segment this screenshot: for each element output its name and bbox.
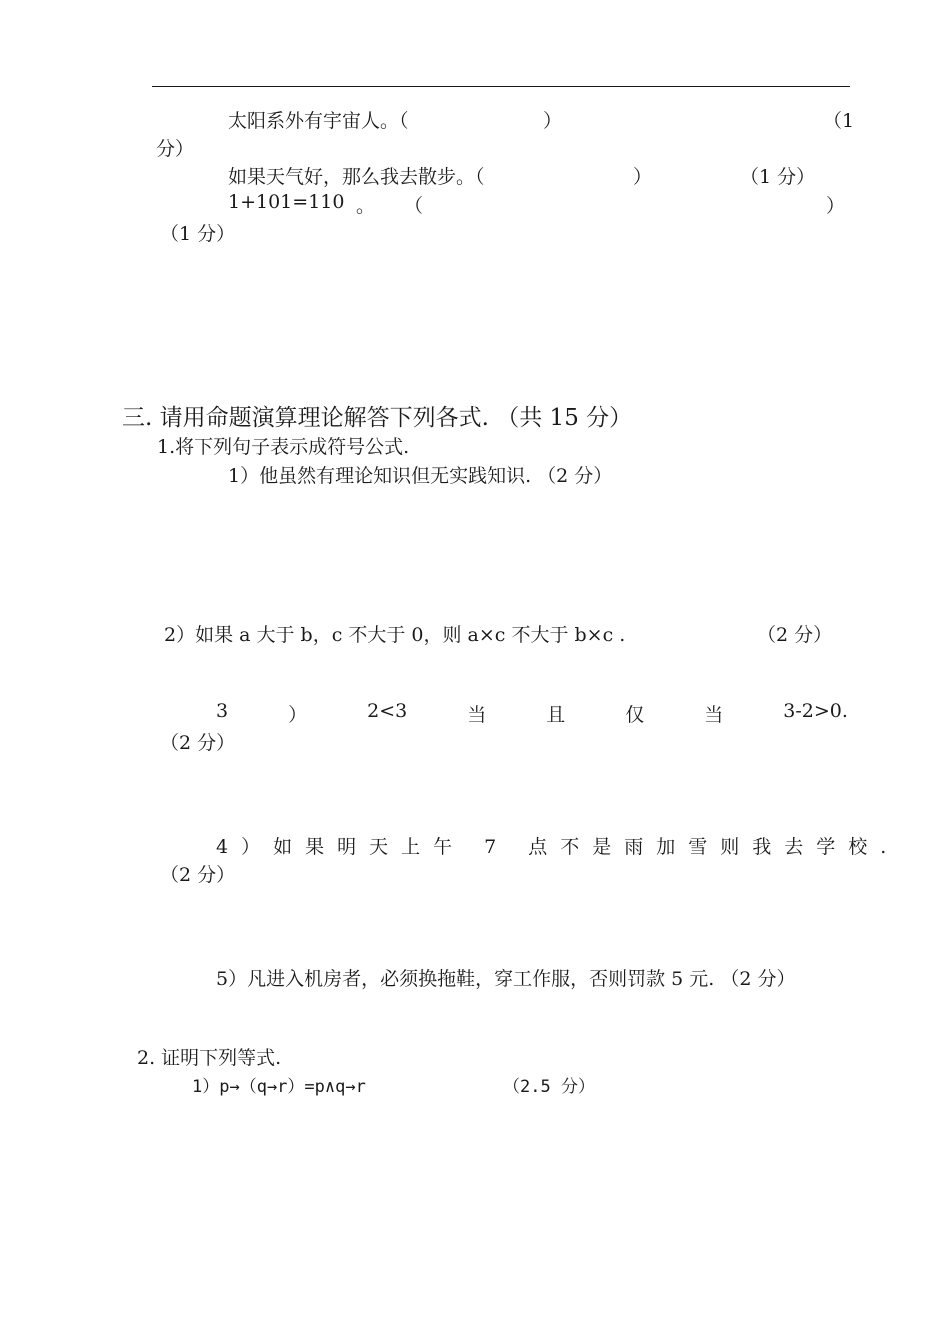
item-3-text: 1+101=110 [228, 191, 345, 213]
item-3-score: （1 分） [160, 223, 236, 245]
q2-title: 2. 证明下列等式. [137, 1047, 282, 1069]
q1-s5: 5）凡进入机房者，必须换拖鞋，穿工作服，否则罚款 5 元. （2 分） [216, 968, 796, 990]
item-1-score-open: （1 [823, 110, 855, 132]
q1-s3-token: 当 [467, 704, 487, 726]
item-3-period: 。 [356, 195, 376, 217]
q1-s4-score: （2 分） [160, 864, 236, 886]
q1-s2-text: 2）如果 a 大于 b，c 不大于 0，则 a×c 不大于 b×c . [164, 624, 626, 646]
item-2-text: 如果天气好，那么我去散步。（ [228, 166, 485, 188]
q1-s3-token: ） [288, 704, 308, 726]
q1-title: 1.将下列句子表示成符号公式. [157, 436, 410, 458]
item-3-open-paren: （ [404, 195, 424, 217]
item-1-text: 太阳系外有宇宙人。（ [228, 110, 409, 132]
q1-s1: 1）他虽然有理论知识但无实践知识. （2 分） [228, 465, 613, 487]
q1-s3-token: 仅 [625, 704, 645, 726]
q1-s3-token: 3 [216, 700, 229, 722]
item-2-score: （1 分） [740, 166, 816, 188]
section-three-heading: 三. 请用命题演算理论解答下列各式. （共 15 分） [122, 405, 633, 431]
q1-s4-text: 4）如果明天上午 7 点不是雨加雪则我去学校. [216, 836, 900, 858]
q2-s1-score: （2.5 分） [503, 1077, 595, 1097]
q2-s1-formula: 1）p→（q→r）=p∧q→r [192, 1077, 366, 1097]
q1-s3-token: 当 [704, 704, 724, 726]
q1-s3-line [216, 700, 848, 727]
item-3-close-paren: ） [826, 195, 846, 217]
q1-s3-token: 3-2>0. [783, 700, 848, 722]
q1-s3-score: （2 分） [160, 732, 236, 754]
item-1-score-close: 分） [156, 138, 195, 160]
q1-s3-token: 且 [546, 704, 566, 726]
q1-s2-score: （2 分） [757, 624, 833, 646]
item-2-close-paren: ） [633, 166, 653, 188]
item-1-close-paren: ） [543, 110, 563, 132]
top-rule [152, 86, 850, 87]
q1-s3-token: 2<3 [367, 700, 408, 722]
